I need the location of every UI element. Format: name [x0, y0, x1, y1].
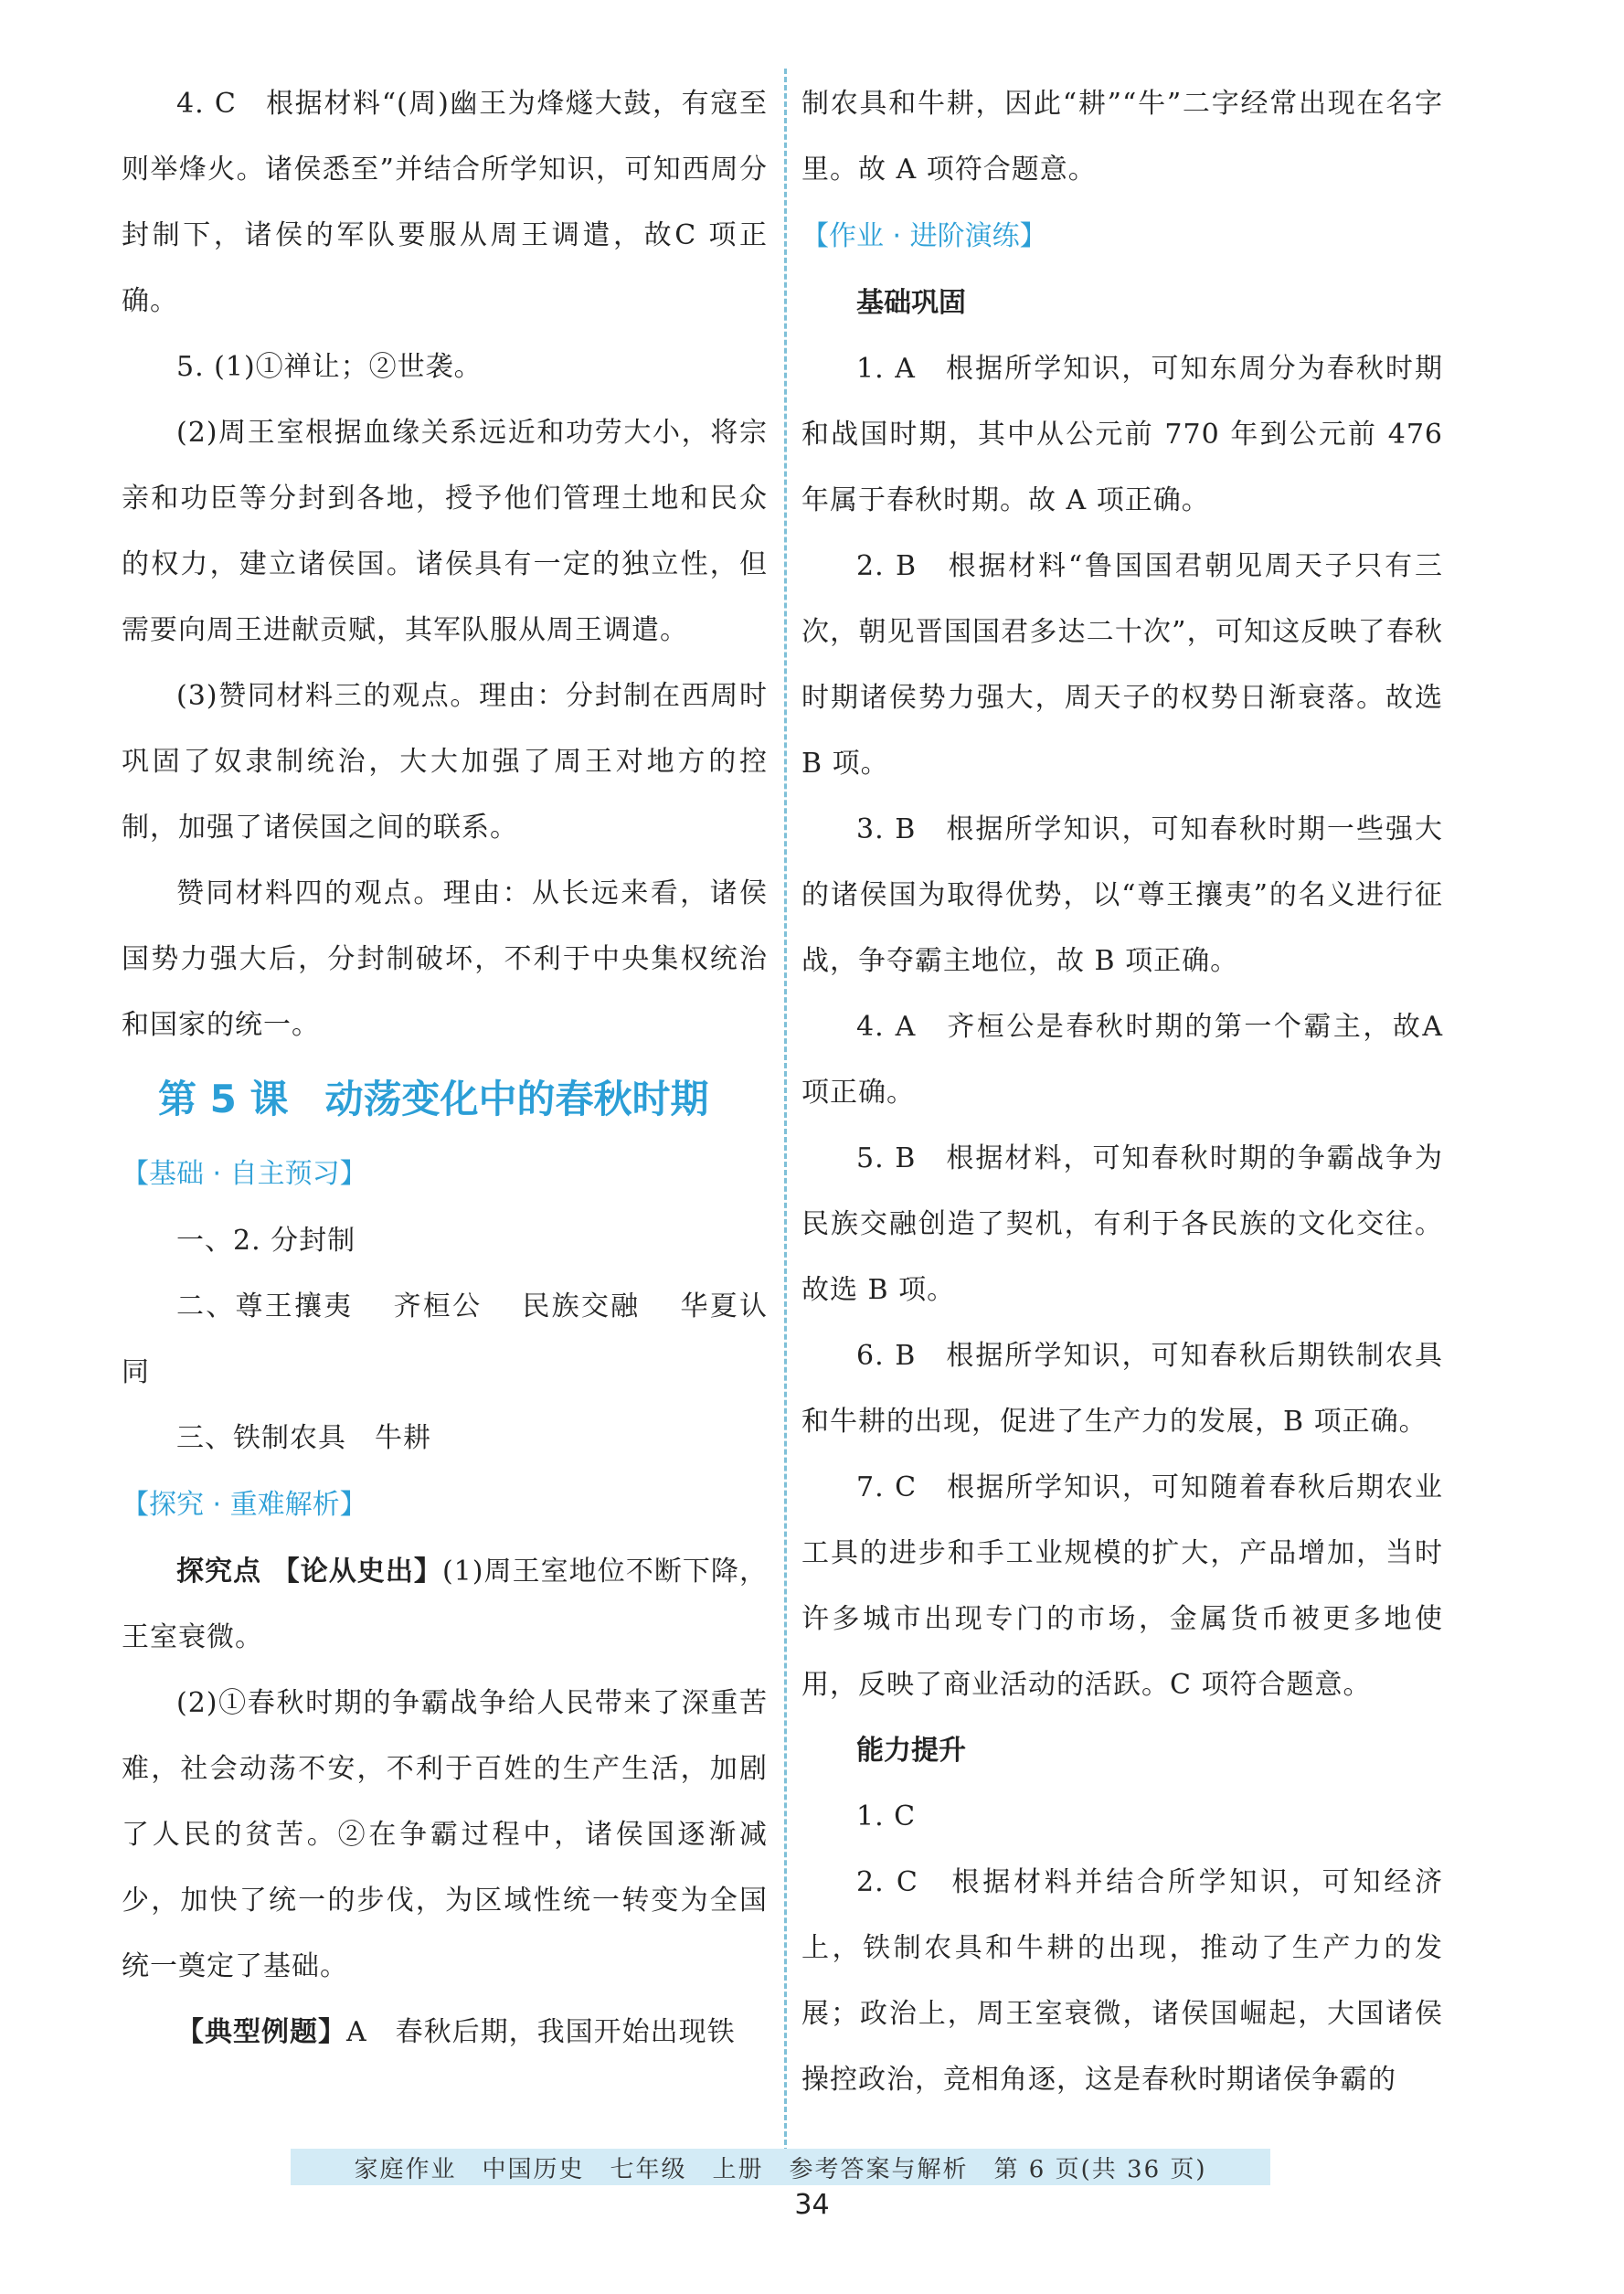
footer-item: 家庭作业: [354, 2155, 457, 2183]
explore-label: 探究点 【论从史出】: [176, 1556, 442, 1588]
footer-item: 第 6 页(共 36 页): [993, 2155, 1207, 2183]
example-label: 【典型例题】: [176, 2016, 346, 2048]
lesson-number: 第 5 课: [158, 1077, 289, 1121]
subsection-ability: 能力提升: [856, 1735, 966, 1767]
left-column: [122, 71, 768, 2066]
footer-item: 中国历史: [482, 2155, 585, 2183]
example-paragraph: [122, 2000, 768, 2066]
answer-q5-part4: 赞同材料四的观点。理由：从长远来看，诸侯国势力强大后，分封制破坏，不利于中央集权统治和国家的统一。: [122, 877, 768, 1041]
footer-item: 参考答案与解析: [789, 2155, 969, 2183]
footer-item: 上册: [712, 2155, 764, 2183]
example-text: A 春秋后期，我国开始出现铁: [346, 2016, 736, 2048]
example-continuation: 制农具和牛耕，因此“耕”“牛”二字经常出现在名字里。故 A 项符合题意。: [801, 88, 1443, 186]
answer-q5-part3: (3)赞同材料三的观点。理由：分封制在西周时巩固了奴隶制统治，大大加强了周王对地方的控制，加强了诸侯国之间的联系。: [122, 680, 768, 844]
right-column: [801, 71, 1443, 2113]
basic-answer-4: 4. A 齐桓公是春秋时期的第一个霸主，故A 项正确。: [801, 1011, 1443, 1109]
subsection-basic: 基础巩固: [856, 287, 966, 319]
preview-item-3: 三、铁制农具 牛耕: [176, 1422, 431, 1454]
explore-point-1: [122, 1539, 768, 1671]
explore-point-2: (2)①春秋时期的争霸战争给人民带来了深重苦难，社会动荡不安，不利于百姓的生产生活，加剧了人民的贫苦。②在争霸过程中，诸侯国逐渐减少，加快了统一的步伐，为区域性统一转变为全国统一奠定了基础。: [122, 1687, 768, 1982]
basic-answer-6: 6. B 根据所学知识，可知春秋后期铁制农具和牛耕的出现，促进了生产力的发展，B 项正确。: [801, 1340, 1443, 1438]
basic-answer-7: 7. C 根据所学知识，可知随着春秋后期农业工具的进步和手工业规模的扩大，产品增加，当时许多城市出现专门的市场，金属货币被更多地使用，反映了商业活动的活跃。C 项符合题意。: [801, 1471, 1443, 1701]
footer-item: 七年级: [610, 2155, 687, 2183]
section-homework-heading: 【作业 · 进阶演练】: [801, 220, 1047, 252]
ability-answer-2: 2. C 根据材料并结合所学知识，可知经济上，铁制农具和牛耕的出现，推动了生产力的发展；政治上，周王室衰微，诸侯国崛起，大国诸侯操控政治，竞相角逐，这是春秋时期诸侯争霸的: [801, 1866, 1443, 2096]
lesson-title: 动荡变化中的春秋时期: [324, 1077, 709, 1121]
answer-q4: 4. C 根据材料“(周)幽王为烽燧大鼓，有寇至则举烽火。诸侯悉至”并结合所学知识，可知西周分封制下，诸侯的军队要服从周王调遣，故C 项正确。: [122, 88, 768, 317]
ability-answer-1: 1. C: [856, 1800, 917, 1832]
footer-bar: [291, 2149, 1270, 2185]
preview-item-1: 一、2. 分封制: [176, 1225, 356, 1257]
column-divider: [784, 69, 787, 2161]
explore-text-1: (1)周王室地位不断下降，王室衰微。: [122, 1556, 768, 1653]
section-preview-heading: 【基础 · 自主预习】: [122, 1158, 367, 1190]
page-number: 34: [794, 2189, 830, 2221]
preview-item-2: 二、尊王攘夷 齐桓公 民族交融 华夏认同: [122, 1290, 768, 1388]
basic-answer-2: 2. B 根据材料“鲁国国君朝见周天子只有三次，朝见晋国国君多达二十次”，可知这反映了春秋时期诸侯势力强大，周天子的权势日渐衰落。故选 B 项。: [801, 550, 1443, 780]
answer-q5-part1: 5. (1)①禅让；②世袭。: [176, 351, 483, 383]
basic-answer-3: 3. B 根据所学知识，可知春秋时期一些强大的诸侯国为取得优势，以“尊王攘夷”的名义进行征战，争夺霸主地位，故 B 项正确。: [801, 813, 1443, 977]
lesson-heading: [122, 1058, 768, 1141]
basic-answer-5: 5. B 根据材料，可知春秋时期的争霸战争为民族交融创造了契机，有利于各民族的文化交往。故选 B 项。: [801, 1142, 1443, 1306]
basic-answer-1: 1. A 根据所学知识，可知东周分为春秋时期和战国时期，其中从公元前 770 年到公元前 476 年属于春秋时期。故 A 项正确。: [801, 353, 1443, 516]
section-explore-heading: 【探究 · 重难解析】: [122, 1489, 367, 1521]
answer-q5-part2: (2)周王室根据血缘关系远近和功劳大小，将宗亲和功臣等分封到各地，授予他们管理土地和民众的权力，建立诸侯国。诸侯具有一定的独立性，但需要向周王进献贡赋，其军队服从周王调遣。: [122, 417, 768, 646]
